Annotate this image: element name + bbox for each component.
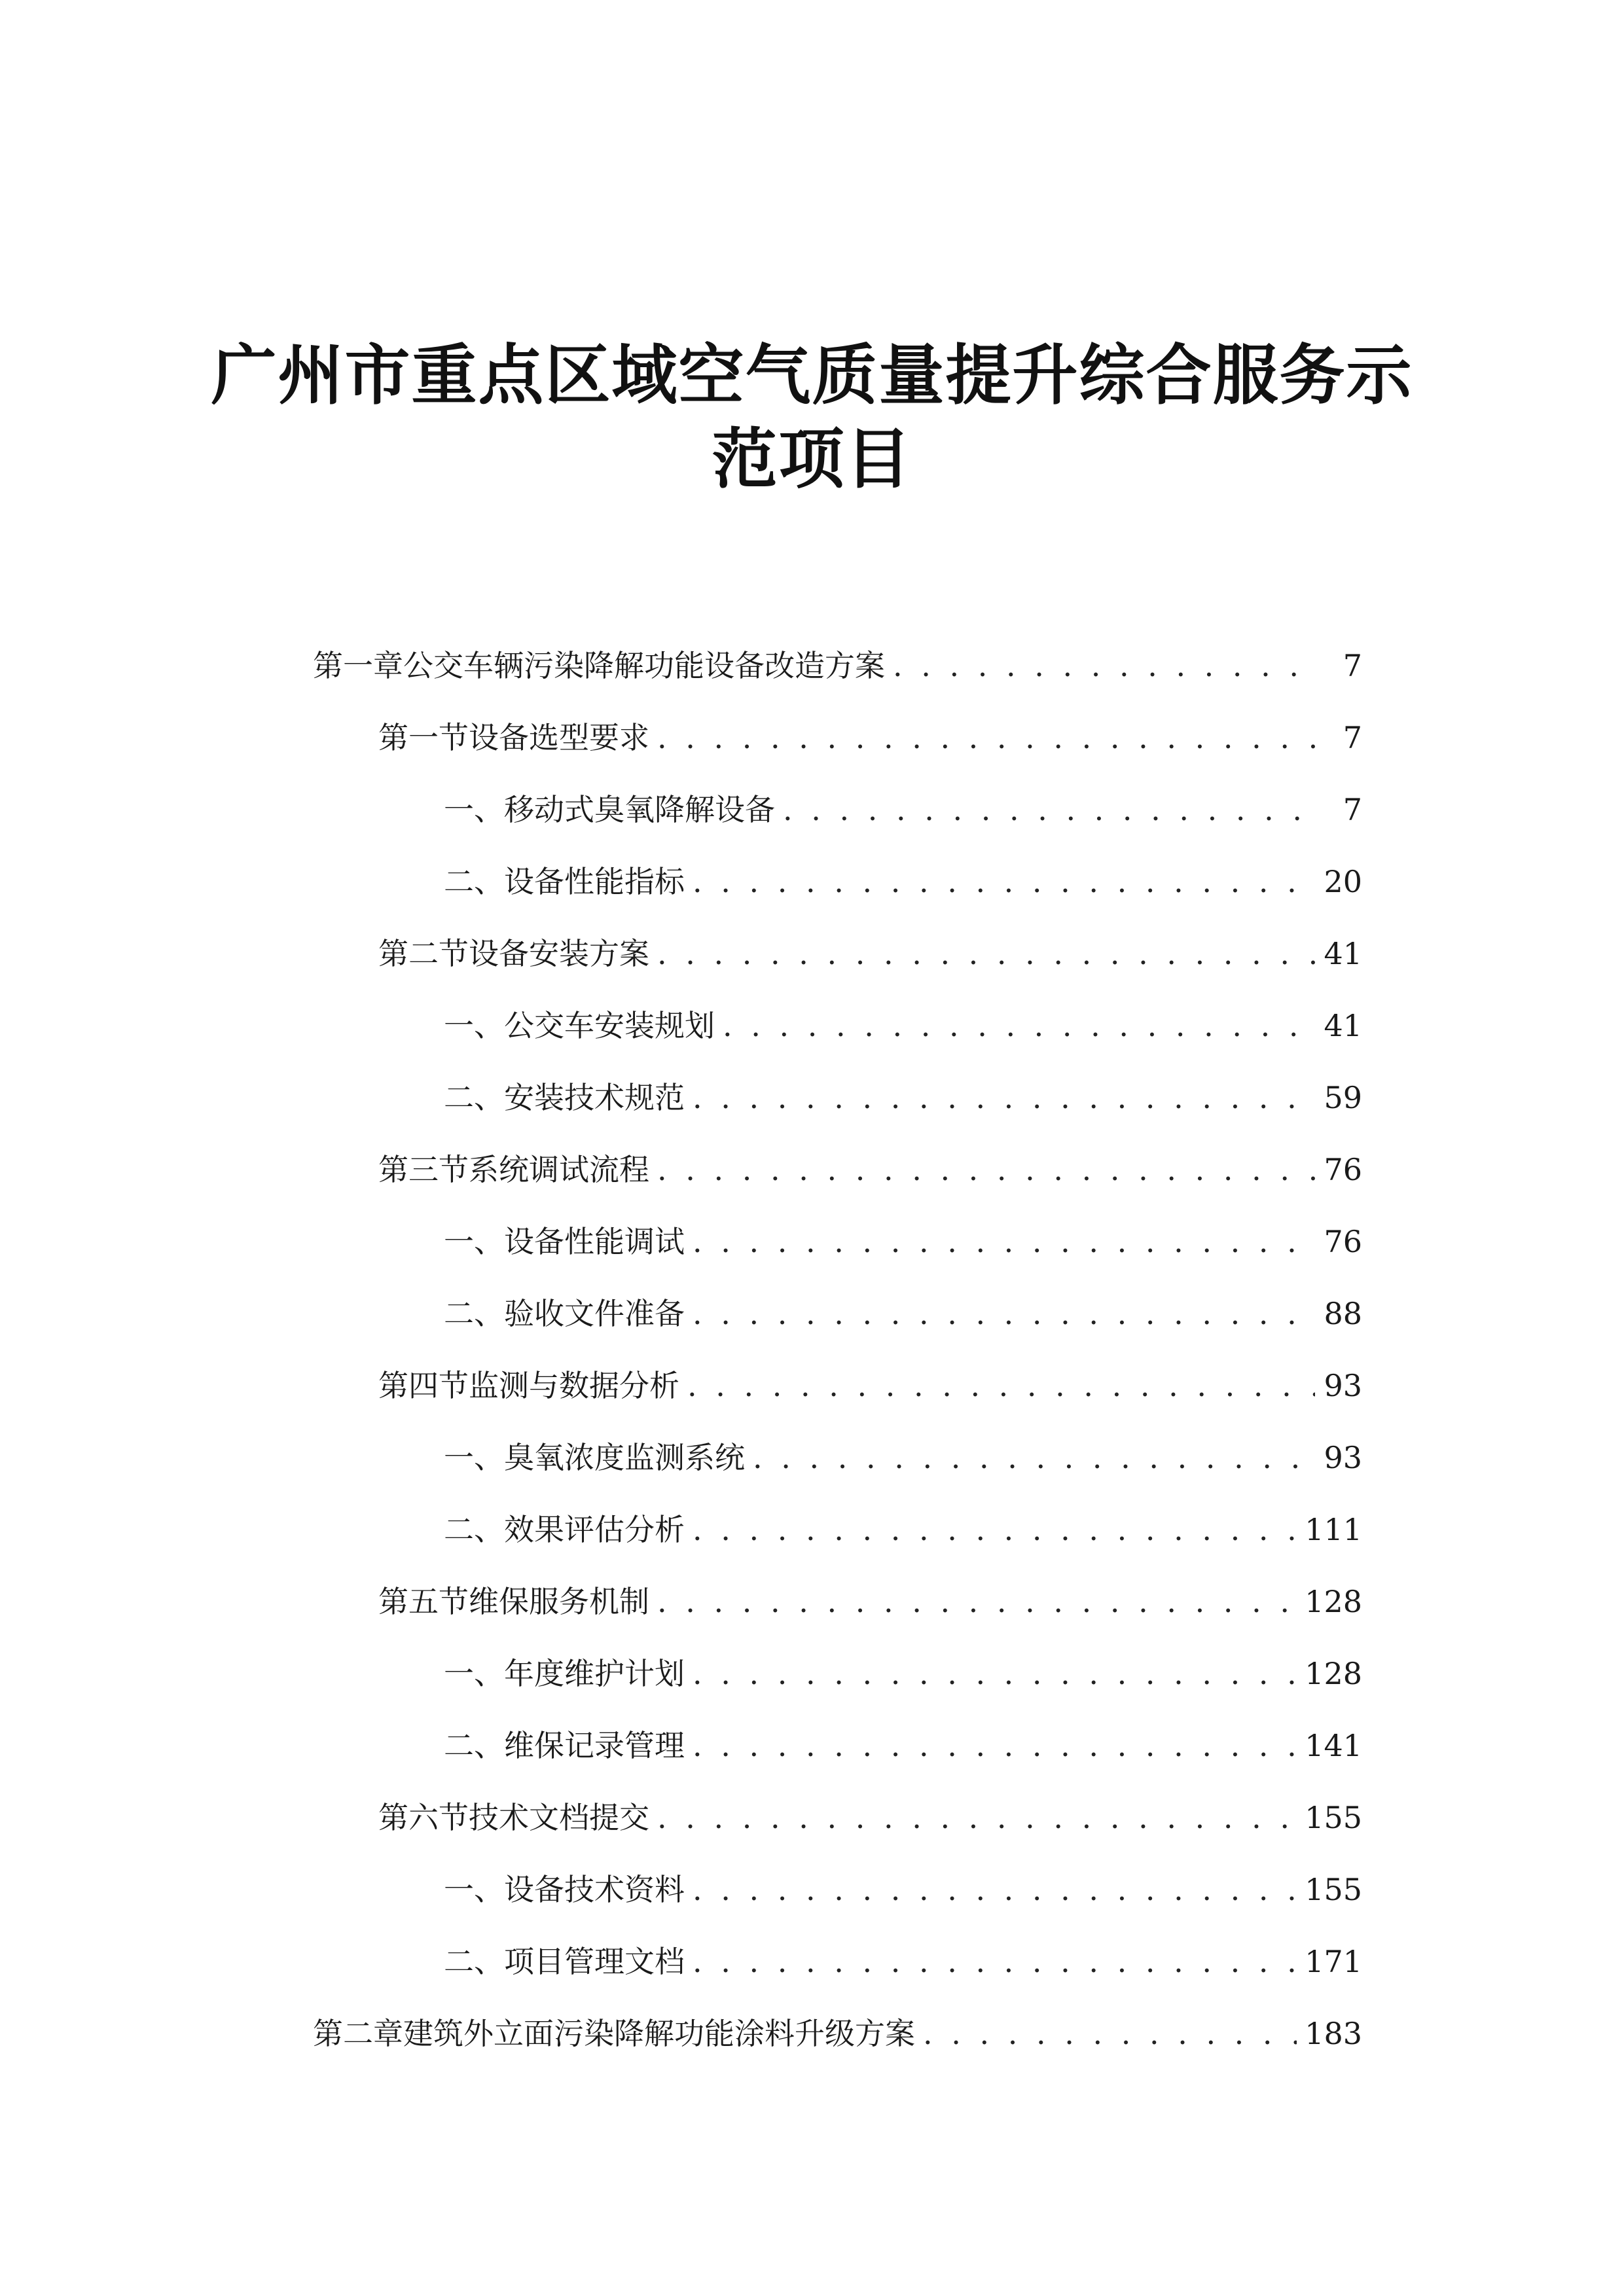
toc-entry-section[interactable] bbox=[378, 1147, 1362, 1193]
toc-entry-number: 二、 bbox=[444, 1080, 504, 1115]
dot-leader bbox=[693, 1651, 1297, 1696]
toc-entry-label: 建筑外立面污染降解功能涂料升级方案 bbox=[403, 2016, 915, 2051]
toc-entry-subsection[interactable] bbox=[444, 1507, 1362, 1552]
toc-entry-section[interactable] bbox=[378, 1795, 1362, 1840]
toc-entry-number: 第三节 bbox=[378, 1152, 469, 1187]
toc-entry-page: 41 bbox=[1324, 936, 1362, 971]
toc-entry-subsection[interactable] bbox=[444, 1219, 1362, 1265]
toc-entry-number: 第四节 bbox=[378, 1368, 469, 1403]
dot-leader bbox=[657, 1147, 1315, 1193]
toc-entry-page: 128 bbox=[1305, 1656, 1362, 1691]
toc-entry-page: 7 bbox=[1343, 792, 1362, 827]
toc-entry-number: 第二章 bbox=[313, 2016, 403, 2051]
toc-entry-page: 111 bbox=[1305, 1512, 1362, 1547]
dot-leader bbox=[693, 1075, 1315, 1121]
toc-entry-subsection[interactable] bbox=[444, 1435, 1362, 1480]
dot-leader bbox=[693, 1291, 1315, 1336]
document-title-line-1: 广州市重点区域空气质量提升综合服务示 bbox=[211, 337, 1413, 414]
toc-entry-label: 公交车辆污染降解功能设备改造方案 bbox=[403, 648, 885, 683]
toc-entry-label: 设备性能指标 bbox=[504, 864, 685, 899]
toc-entry-page: 183 bbox=[1305, 2016, 1362, 2051]
toc-entry-page: 76 bbox=[1324, 1152, 1362, 1187]
toc-entry-number: 第一节 bbox=[378, 720, 469, 755]
dot-leader bbox=[783, 787, 1315, 833]
toc-entry-label: 维保服务机制 bbox=[469, 1584, 649, 1619]
toc-entry-subsection[interactable] bbox=[444, 1651, 1362, 1696]
toc-entry-label: 安装技术规范 bbox=[504, 1080, 685, 1115]
dot-leader bbox=[657, 931, 1315, 977]
toc-entry-subsection[interactable] bbox=[444, 1867, 1362, 1912]
toc-entry-number: 第一章 bbox=[313, 648, 403, 683]
dot-leader bbox=[657, 1795, 1297, 1840]
toc-entry-label: 设备性能调试 bbox=[504, 1224, 685, 1259]
dot-leader bbox=[693, 1867, 1297, 1912]
dot-leader bbox=[687, 1363, 1315, 1408]
toc-entry-section[interactable] bbox=[378, 1579, 1362, 1624]
toc-entry-number: 二、 bbox=[444, 1512, 504, 1547]
dot-leader bbox=[693, 1507, 1297, 1552]
toc-entry-page: 171 bbox=[1305, 1944, 1362, 1979]
toc-entry-page: 88 bbox=[1324, 1296, 1362, 1331]
toc-entry-chapter-2[interactable] bbox=[313, 2011, 1362, 2056]
toc-entry-page: 7 bbox=[1343, 648, 1362, 683]
toc-entry-number: 一、 bbox=[444, 792, 504, 827]
toc-entry-chapter-1[interactable] bbox=[313, 643, 1362, 689]
toc-entry-number: 二、 bbox=[444, 864, 504, 899]
toc-entry-page: 128 bbox=[1305, 1584, 1362, 1619]
toc-entry-label: 项目管理文档 bbox=[504, 1944, 685, 1979]
toc-entry-subsection[interactable] bbox=[444, 1003, 1362, 1049]
toc-entry-section[interactable] bbox=[378, 931, 1362, 977]
toc-entry-subsection[interactable] bbox=[444, 1723, 1362, 1768]
dot-leader bbox=[693, 1939, 1297, 1984]
toc-entry-label: 设备技术资料 bbox=[504, 1872, 685, 1907]
toc-entry-label: 效果评估分析 bbox=[504, 1512, 685, 1547]
toc-entry-label: 验收文件准备 bbox=[504, 1296, 685, 1331]
dot-leader bbox=[723, 1003, 1315, 1049]
toc-entry-subsection[interactable] bbox=[444, 1939, 1362, 1984]
toc-entry-section[interactable] bbox=[378, 715, 1362, 761]
toc-entry-label: 公交车安装规划 bbox=[504, 1008, 715, 1043]
dot-leader bbox=[657, 715, 1315, 761]
toc-entry-number: 二、 bbox=[444, 1944, 504, 1979]
toc-entry-number: 一、 bbox=[444, 1872, 504, 1907]
toc-entry-number: 第二节 bbox=[378, 936, 469, 971]
toc-entry-label: 系统调试流程 bbox=[469, 1152, 649, 1187]
toc-entry-label: 维保记录管理 bbox=[504, 1728, 685, 1763]
toc-entry-page: 59 bbox=[1324, 1080, 1362, 1115]
toc-entry-subsection[interactable] bbox=[444, 787, 1362, 833]
toc-entry-section[interactable] bbox=[378, 1363, 1362, 1408]
toc-entry-number: 一、 bbox=[444, 1440, 504, 1475]
toc-entry-number: 一、 bbox=[444, 1008, 504, 1043]
document-title-line-2: 范项目 bbox=[712, 421, 912, 497]
dot-leader bbox=[693, 1219, 1315, 1265]
dot-leader bbox=[893, 643, 1315, 689]
toc-entry-page: 20 bbox=[1324, 864, 1362, 899]
dot-leader bbox=[693, 859, 1315, 905]
dot-leader bbox=[693, 1723, 1297, 1768]
toc-entry-number: 第五节 bbox=[378, 1584, 469, 1619]
dot-leader bbox=[753, 1435, 1315, 1480]
toc-entry-label: 移动式臭氧降解设备 bbox=[504, 792, 775, 827]
toc-entry-page: 141 bbox=[1305, 1728, 1362, 1763]
toc-entry-page: 7 bbox=[1343, 720, 1362, 755]
toc-entry-label: 监测与数据分析 bbox=[469, 1368, 679, 1403]
toc-entry-page: 41 bbox=[1324, 1008, 1362, 1043]
dot-leader bbox=[657, 1579, 1297, 1624]
toc-entry-subsection[interactable] bbox=[444, 859, 1362, 905]
toc-entry-subsection[interactable] bbox=[444, 1291, 1362, 1336]
toc-entry-label: 设备选型要求 bbox=[469, 720, 649, 755]
toc-entry-label: 臭氧浓度监测系统 bbox=[504, 1440, 745, 1475]
toc-entry-label: 设备安装方案 bbox=[469, 936, 649, 971]
toc-entry-page: 93 bbox=[1324, 1368, 1362, 1403]
toc-entry-page: 155 bbox=[1305, 1872, 1362, 1907]
toc-entry-number: 二、 bbox=[444, 1296, 504, 1331]
toc-entry-number: 二、 bbox=[444, 1728, 504, 1763]
toc-entry-number: 一、 bbox=[444, 1224, 504, 1259]
toc-entry-number: 第六节 bbox=[378, 1800, 469, 1835]
toc-entry-number: 一、 bbox=[444, 1656, 504, 1691]
dot-leader bbox=[923, 2011, 1297, 2056]
toc-entry-page: 76 bbox=[1324, 1224, 1362, 1259]
toc-entry-label: 年度维护计划 bbox=[504, 1656, 685, 1691]
toc-entry-subsection[interactable] bbox=[444, 1075, 1362, 1121]
toc-entry-label: 技术文档提交 bbox=[469, 1800, 649, 1835]
toc-entry-page: 93 bbox=[1324, 1440, 1362, 1475]
toc-entry-page: 155 bbox=[1305, 1800, 1362, 1835]
